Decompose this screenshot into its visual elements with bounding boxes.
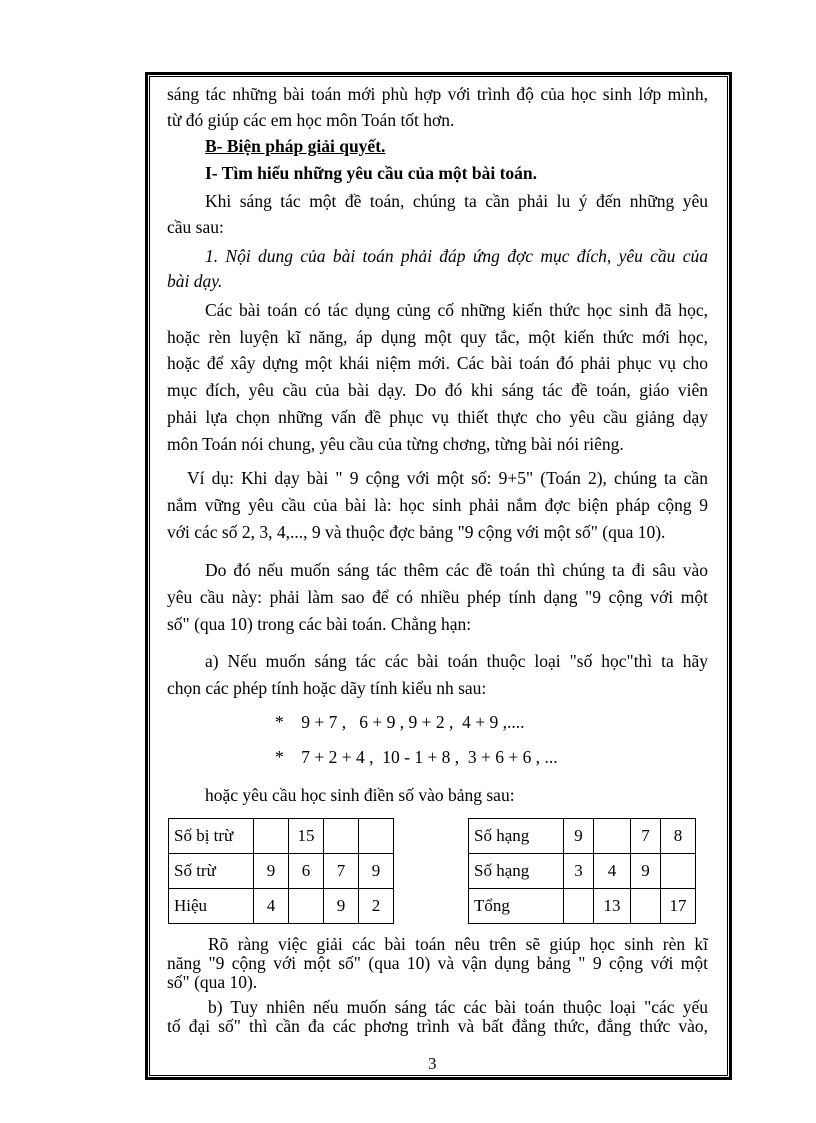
row-label: Số hạng: [469, 819, 564, 854]
section-heading-b: B- Biện pháp giải quyết.: [205, 136, 386, 156]
table-cell: 3: [564, 854, 594, 889]
table-cell: 9: [631, 854, 661, 889]
paragraph-line: năng "9 cộng với một số" (qua 10) và vận dụng bảng " 9 cộng với một: [167, 953, 708, 973]
row-label: Số trừ: [169, 854, 254, 889]
paragraph-line: Các bài toán có tác dụng củng cố những kiến thức học sinh đã học,: [205, 300, 708, 320]
table-cell: 9: [564, 819, 594, 854]
paragraph-line: môn Toán nói chung, yêu cầu của từng chơng, từng bài nói riêng.: [167, 434, 624, 454]
paragraph-line: Khi sáng tác một đề toán, chúng ta cần phải lu ý đến những yêu: [205, 191, 708, 211]
table-cell: [254, 819, 289, 854]
table-cell: 9: [324, 889, 359, 924]
row-label: Hiệu: [169, 889, 254, 924]
table-cell: 7: [324, 854, 359, 889]
table-cell: [324, 819, 359, 854]
table-row: [169, 889, 394, 924]
paragraph-line: hoặc yêu cầu học sinh điền số vào bảng sau:: [205, 785, 515, 805]
paragraph-line: tố đại số" thì cần đa các phơng trình và bất đẳng thức, đẳng thức vào,: [167, 1016, 708, 1036]
expression-line: * 7 + 2 + 4 , 10 - 1 + 8 , 3 + 6 + 6 , ...: [275, 747, 558, 767]
table-row: [169, 819, 394, 854]
table-cell: 9: [254, 854, 289, 889]
table-cell: 13: [594, 889, 631, 924]
expression-line: * 9 + 7 , 6 + 9 , 9 + 2 , 4 + 9 ,....: [275, 712, 525, 732]
table-cell: [564, 889, 594, 924]
paragraph-line: Rõ ràng việc giải các bài toán nêu trên sẽ giúp học sinh rèn kĩ: [208, 934, 708, 954]
table-cell: 15: [289, 819, 324, 854]
paragraph-line: mục đích, yêu cầu của bài dạy. Do đó khi sáng tác đề toán, giáo viên: [167, 380, 708, 400]
paragraph-line: hoặc để xây dựng một khái niệm mới. Các bài toán đó phải phục vụ cho: [167, 353, 708, 373]
paragraph-line: a) Nếu muốn sáng tác các bài toán thuộc loại "số học"thì ta hãy: [205, 651, 708, 671]
table-row: [469, 819, 696, 854]
italic-line: bài dạy.: [167, 271, 223, 291]
row-label: Số bị trừ: [169, 819, 254, 854]
table-cell: [359, 819, 394, 854]
paragraph-line: sáng tác những bài toán mới phù hợp với trình độ của học sinh lớp mình,: [167, 84, 708, 104]
paragraph-line: Ví dụ: Khi dạy bài " 9 cộng với một số: 9+5" (Toán 2), chúng ta cần: [187, 468, 708, 488]
italic-line: 1. Nội dung của bài toán phải đáp ứng đợc mục đích, yêu cầu của: [205, 246, 708, 266]
addition-table: [468, 818, 696, 924]
paragraph-line: nắm vững yêu cầu của bài là: học sinh phải nắm đợc biện pháp cộng 9: [167, 495, 708, 515]
paragraph-line: yêu cầu này: phải làm sao để có nhiều phép tính dạng "9 cộng với một: [167, 587, 708, 607]
paragraph-line: hoặc rèn luyện kĩ năng, áp dụng một quy tắc, một kiến thức mới học,: [167, 327, 708, 347]
table-cell: 6: [289, 854, 324, 889]
paragraph-line: cầu sau:: [167, 217, 224, 237]
table-cell: 4: [254, 889, 289, 924]
table-cell: 8: [661, 819, 696, 854]
paragraph-line: b) Tuy nhiên nếu muốn sáng tác các bài toán thuộc loại "các yếu: [208, 997, 708, 1017]
paragraph-line: chọn các phép tính hoặc dãy tính kiểu nh sau:: [167, 678, 487, 698]
table-cell: 17: [661, 889, 696, 924]
paragraph-line: phải lựa chọn những vấn đề phục vụ thiết thực cho yêu cầu giảng dạy: [167, 407, 708, 427]
table-row: [469, 854, 696, 889]
table-row: [169, 854, 394, 889]
table-cell: 4: [594, 854, 631, 889]
table-row: [469, 889, 696, 924]
paragraph-line: số" (qua 10).: [167, 972, 258, 992]
subtraction-table: [168, 818, 394, 924]
page-number: 3: [428, 1054, 437, 1073]
table-cell: [661, 854, 696, 889]
paragraph-line: Do đó nếu muốn sáng tác thêm các đề toán thì chúng ta đi sâu vào: [205, 560, 708, 580]
paragraph-line: số" (qua 10) trong các bài toán. Chẳng hạn:: [167, 614, 472, 634]
table-cell: 7: [631, 819, 661, 854]
row-label: Số hạng: [469, 854, 564, 889]
table-cell: 2: [359, 889, 394, 924]
table-cell: [289, 889, 324, 924]
table-cell: [631, 889, 661, 924]
table-cell: [594, 819, 631, 854]
row-label: Tổng: [469, 889, 564, 924]
section-heading-i: I- Tìm hiểu những yêu cầu của một bài toán.: [205, 163, 538, 183]
paragraph-line: với các số 2, 3, 4,..., 9 và thuộc đợc bảng "9 cộng với một số" (qua 10).: [167, 522, 666, 542]
table-cell: 9: [359, 854, 394, 889]
paragraph-line: từ đó giúp các em học môn Toán tốt hơn.: [167, 110, 455, 130]
